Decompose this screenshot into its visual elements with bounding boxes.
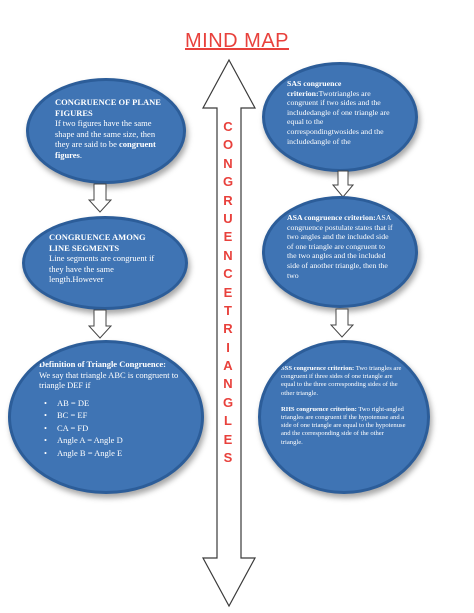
down-arrow-left-2 xyxy=(88,309,112,339)
oval-congruence-line-segments xyxy=(22,216,188,310)
list-item: • AB = DE xyxy=(57,397,179,410)
down-arrow-right-2 xyxy=(330,308,354,338)
triangle-conditions-list xyxy=(39,397,179,460)
rhs-text: RHS congruence criterion: Two right-angled triangles are congruent if the hypotenuse and a side of one triangle are equal to the hypotenuse and the corresponding side of the other triangle. xyxy=(281,405,406,446)
oval-congruence-plane-figures xyxy=(26,78,186,184)
oval-sas-criterion xyxy=(262,62,418,172)
center-letter: E xyxy=(223,229,233,245)
center-letter: A xyxy=(223,358,233,374)
oval-sss-rhs-criteria xyxy=(258,340,430,494)
sss-text: SSS congruence criterion: Two triangles are congruent if three sides of one triangle are equal to the three corresponding sides of the other triangle. xyxy=(281,365,402,397)
triangle-definition-text: Definition of Triangle Congruence: We say that triangle ABC is congruent to triangle DEF if xyxy=(39,359,179,390)
oval-asa-criterion xyxy=(262,196,418,308)
asa-text: ASA congruence criterion:ASA congruence postulate states that if two angles and the included side of one triangle are congruent to the two angles and the included side of another triangle, then the two xyxy=(287,213,393,280)
center-letter: T xyxy=(224,302,232,318)
plane-figures-heading: CONGRUENCE OF PLANE FIGURES xyxy=(55,97,161,118)
center-letter: G xyxy=(222,174,234,190)
center-letter: G xyxy=(222,394,234,410)
plane-figures-body: If two figures have the same shape and the same size, then they are said to be congruent figures. xyxy=(55,118,156,160)
center-letter: I xyxy=(226,339,230,355)
line-segments-heading: CONGRUENCE AMONG LINE SEGMENTS xyxy=(49,232,146,253)
down-arrow-right-1 xyxy=(332,170,354,198)
center-letter: L xyxy=(224,413,232,429)
page-title: MIND MAP xyxy=(185,30,289,52)
center-letter: N xyxy=(223,247,233,263)
center-letter: E xyxy=(223,431,233,447)
center-letter: S xyxy=(223,450,233,466)
center-letter: U xyxy=(223,210,233,226)
line-segments-body: Line segments are congruent if they have the same length.However xyxy=(49,253,155,284)
center-letter: C xyxy=(223,119,233,134)
list-item: • Angle A = Angle D xyxy=(57,434,179,447)
list-item: • BC = EF xyxy=(57,409,179,422)
center-letter: N xyxy=(223,376,233,392)
list-item: • Angle B = Angle E xyxy=(57,447,179,460)
center-letter: C xyxy=(223,266,233,282)
sas-text: SAS congruence criterion:Twotriangles are congruent if two sides and the includedangle of one triangle are equal to the correspondingtwosides and the includedangle of the xyxy=(287,79,390,146)
center-letter: N xyxy=(223,155,233,171)
center-letter: R xyxy=(223,321,233,337)
oval-triangle-congruence-definition xyxy=(8,340,204,494)
center-letter: O xyxy=(222,137,234,153)
center-word-congruence-triangles xyxy=(208,118,248,467)
center-letter: R xyxy=(223,192,233,208)
center-letter: E xyxy=(223,284,233,300)
list-item: • CA = FD xyxy=(57,422,179,435)
down-arrow-left-1 xyxy=(88,183,112,213)
